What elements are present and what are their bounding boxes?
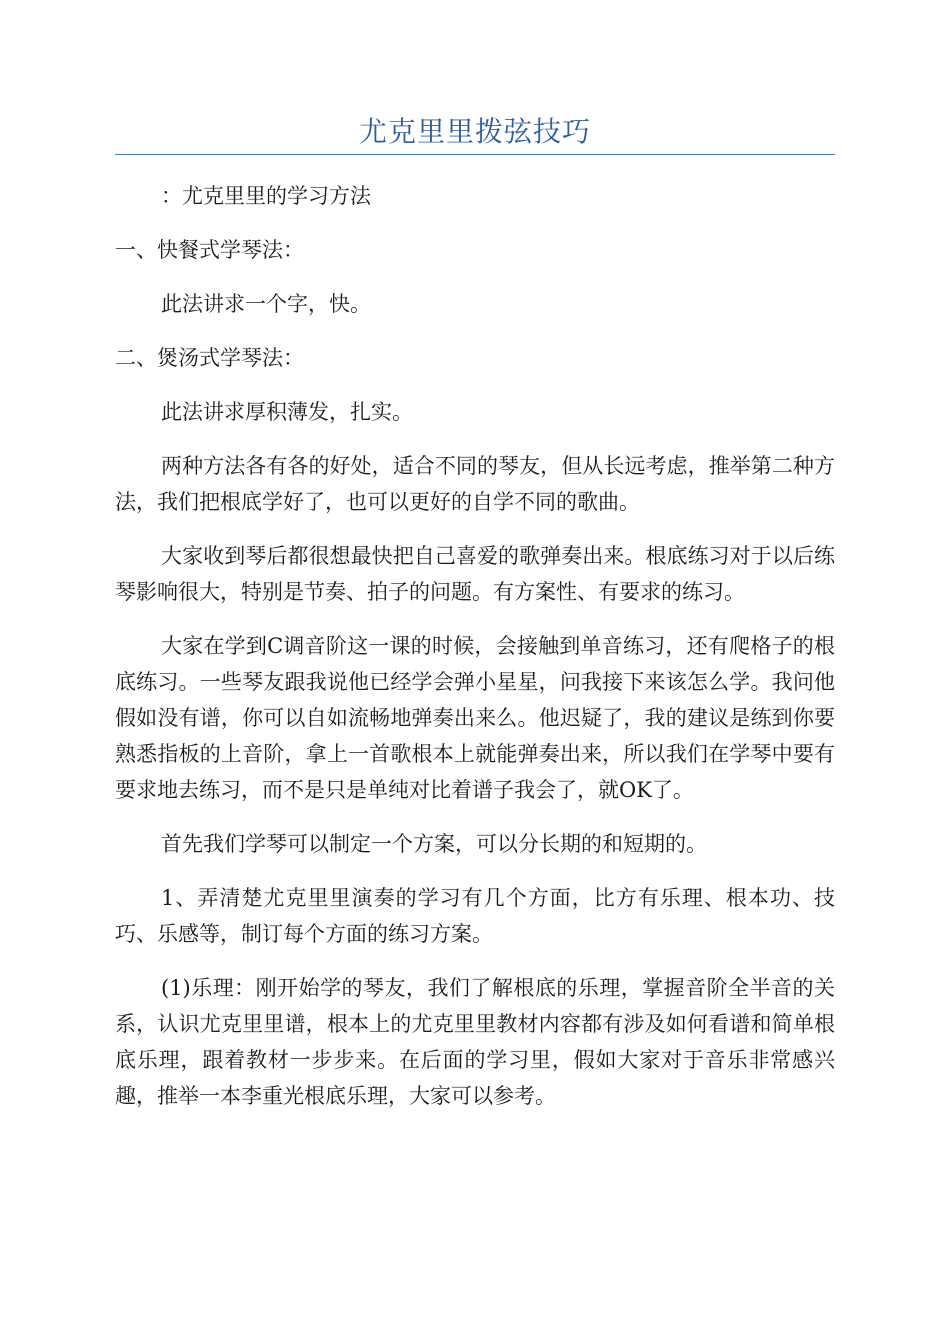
paragraph: 1、弄清楚尤克里里演奏的学习有几个方面，比方有乐理、根本功、技巧、乐感等，制订每个方面的练习方案。: [115, 886, 835, 946]
paragraph: (1)乐理：刚开始学的琴友，我们了解根底的乐理，掌握音阶全半音的关系，认识尤克里里谱，根本上的尤克里里教材内容都有涉及如何看谱和简单根底乐理，跟着教材一步步来。在后面的学习里，假如大家对于音乐非常感兴趣，推举一本李重光根底乐理，大家可以参考。: [115, 976, 835, 1108]
paragraph: 大家收到琴后都很想最快把自己喜爱的歌弹奏出来。根底练习对于以后练琴影响很大，特别是节奏、拍子的问题。有方案性、有要求的练习。: [115, 544, 835, 604]
paragraph: 此法讲求厚积薄发，扎实。: [161, 400, 413, 424]
paragraph: 两种方法各有各的好处，适合不同的琴友，但从长远考虑，推举第二种方法，我们把根底学好了，也可以更好的自学不同的歌曲。: [115, 454, 835, 514]
paragraph: 此法讲求一个字，快。: [161, 292, 371, 316]
paragraph: 首先我们学琴可以制定一个方案，可以分长期的和短期的。: [161, 832, 707, 856]
paragraph: 大家在学到C调音阶这一课的时候，会接触到单音练习，还有爬格子的根底练习。一些琴友跟我说他已经学会弹小星星，问我接下来该怎么学。我问他假如没有谱，你可以自如流畅地弹奏出来么。他迟疑了，我的建议是练到你要熟悉指板的上音阶，拿上一首歌根本上就能弹奏出来，所以我们在学琴中要有要求地去练习，而不是只是单纯对比着谱子我会了，就OK了。: [115, 634, 835, 802]
paragraph-subtitle: ：尤克里里的学习方法: [161, 184, 371, 208]
document-title: 尤克里里拨弦技巧: [358, 115, 591, 148]
title-underline: [115, 154, 835, 155]
document-body: [115, 178, 835, 1132]
heading-slow-method: 二、煲汤式学琴法：: [115, 346, 304, 370]
heading-fast-method: 一、快餐式学琴法：: [115, 238, 304, 262]
